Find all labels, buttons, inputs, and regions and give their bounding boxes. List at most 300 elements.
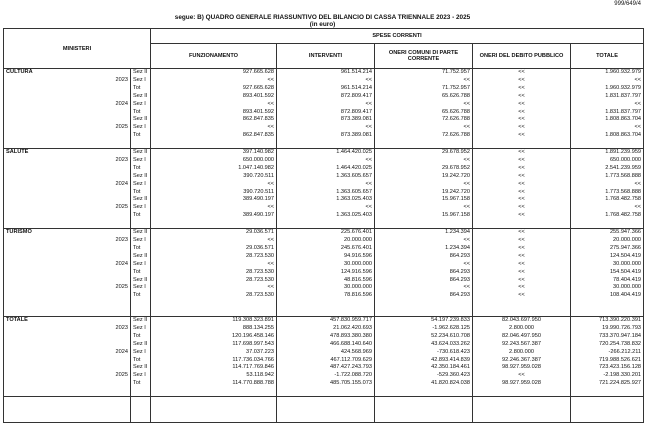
totale-cell: 19.990.726.793 (571, 325, 644, 333)
oneri-comuni-cell: << (375, 204, 473, 212)
oneri-debito-cell: << (473, 124, 571, 132)
table-row (4, 349, 644, 357)
ministry-name-empty (4, 341, 111, 349)
interventi-cell: 124.916.596 (277, 269, 375, 277)
ministry-name-empty (4, 284, 111, 292)
year-cell (111, 333, 131, 341)
spacer-cell (111, 308, 131, 316)
oneri-comuni-cell: << (375, 157, 473, 165)
section-kind-cell: Tot (131, 357, 151, 365)
oneri-comuni-cell: 1.234.394 (375, 229, 473, 237)
totale-cell: 1.808.863.704 (571, 116, 644, 124)
funzionamento-cell: 119.308.323.891 (151, 317, 277, 325)
year-cell (111, 165, 131, 173)
ministry-name-empty (4, 181, 111, 189)
spacer-cell (111, 388, 131, 396)
spacer-cell (571, 308, 644, 316)
year-cell (111, 253, 131, 261)
table-row (4, 181, 644, 189)
table-caption (0, 14, 645, 28)
year-cell: 2025 (111, 204, 131, 212)
section-kind-cell: Sez I (131, 325, 151, 333)
table-row (4, 317, 644, 325)
year-cell (111, 269, 131, 277)
oneri-debito-cell: 92.243.567.387 (473, 341, 571, 349)
totale-cell: 255.947.366 (571, 229, 644, 237)
header-spese-correnti: SPESE CORRENTI (151, 29, 644, 44)
section-kind-cell: Sez I (131, 181, 151, 189)
oneri-debito-cell: << (473, 253, 571, 261)
spacer-row (4, 220, 644, 228)
oneri-debito-cell: << (473, 85, 571, 93)
section-kind-cell: Tot (131, 109, 151, 117)
funzionamento-cell: 1.047.140.982 (151, 165, 277, 173)
interventi-cell: 78.816.596 (277, 292, 375, 300)
year-cell: 2024 (111, 101, 131, 109)
year-cell (111, 69, 131, 77)
spacer-cell (571, 220, 644, 228)
year-cell: 2023 (111, 237, 131, 245)
oneri-debito-cell: << (473, 157, 571, 165)
funzionamento-cell: 397.140.982 (151, 149, 277, 157)
oneri-comuni-cell: 864.293 (375, 269, 473, 277)
oneri-debito-cell: << (473, 189, 571, 197)
funzionamento-cell: 117.698.997.543 (151, 341, 277, 349)
section-kind-cell: Sez I (131, 372, 151, 380)
table-row (4, 165, 644, 173)
oneri-comuni-cell: 41.820.824.038 (375, 380, 473, 388)
spacer-cell (473, 140, 571, 148)
section-kind-cell: Tot (131, 132, 151, 140)
ministry-name-empty (4, 364, 111, 372)
oneri-debito-cell: 2.800.000 (473, 349, 571, 357)
spacer-cell (151, 300, 277, 308)
table-row (4, 109, 644, 117)
table-row (4, 77, 644, 85)
section-kind-cell: Tot (131, 292, 151, 300)
year-cell: 2023 (111, 325, 131, 333)
funzionamento-cell: 390.720.511 (151, 173, 277, 181)
oneri-debito-cell: 98.927.959.028 (473, 380, 571, 388)
funzionamento-cell: 29.036.571 (151, 229, 277, 237)
totale-cell: 275.947.366 (571, 245, 644, 253)
ministry-name-empty (4, 325, 111, 333)
spacer-cell (375, 388, 473, 396)
ministry-name-empty (4, 269, 111, 277)
funzionamento-cell: 117.736.034.766 (151, 357, 277, 365)
oneri-debito-cell: << (473, 245, 571, 253)
totale-cell: -2.198.330.201 (571, 372, 644, 380)
oneri-comuni-cell: 65.626.788 (375, 93, 473, 101)
totale-cell: 720.254.738.832 (571, 341, 644, 349)
interventi-cell: << (277, 157, 375, 165)
ministry-name-empty (4, 132, 111, 140)
totale-cell: 124.504.419 (571, 253, 644, 261)
interventi-cell: 94.916.596 (277, 253, 375, 261)
funzionamento-cell: << (151, 101, 277, 109)
oneri-debito-cell: << (473, 181, 571, 189)
oneri-debito-cell: << (473, 149, 571, 157)
spacer-cell (277, 308, 375, 316)
totale-cell: 1.960.932.979 (571, 85, 644, 93)
interventi-cell: 1.363.605.657 (277, 173, 375, 181)
footer-cell (111, 397, 131, 423)
oneri-debito-cell: << (473, 173, 571, 181)
spacer-cell (571, 140, 644, 148)
interventi-cell: << (277, 181, 375, 189)
header-totale: TOTALE (571, 44, 644, 69)
spacer-cell (131, 388, 151, 396)
oneri-comuni-cell: << (375, 181, 473, 189)
oneri-comuni-cell: << (375, 101, 473, 109)
spacer-cell (4, 140, 111, 148)
table-row (4, 341, 644, 349)
section-kind-cell: Sez II (131, 116, 151, 124)
funzionamento-cell: 28.723.530 (151, 253, 277, 261)
oneri-comuni-cell: -529.360.423 (375, 372, 473, 380)
table-row (4, 124, 644, 132)
interventi-cell: << (277, 77, 375, 85)
funzionamento-cell: 120.196.458.146 (151, 333, 277, 341)
ministry-name-empty (4, 204, 111, 212)
table-row (4, 372, 644, 380)
ministry-name-empty (4, 165, 111, 173)
section-kind-cell: Sez II (131, 341, 151, 349)
section-kind-cell: Sez I (131, 101, 151, 109)
caption-unit: (in euro) (309, 21, 336, 28)
oneri-debito-cell: << (473, 372, 571, 380)
interventi-cell: 245.676.401 (277, 245, 375, 253)
totale-cell: << (571, 101, 644, 109)
section-kind-cell: Sez II (131, 69, 151, 77)
interventi-cell: 225.676.401 (277, 229, 375, 237)
interventi-cell: 21.062.420.693 (277, 325, 375, 333)
funzionamento-cell: << (151, 284, 277, 292)
totale-cell: 721.224.825.927 (571, 380, 644, 388)
funzionamento-cell: 862.847.835 (151, 116, 277, 124)
spacer-cell (473, 220, 571, 228)
footer-row (4, 397, 644, 423)
spacer-cell (375, 300, 473, 308)
section-kind-cell: Tot (131, 85, 151, 93)
totale-cell: 719.988.526.621 (571, 357, 644, 365)
totale-cell: 2.541.239.959 (571, 165, 644, 173)
ministry-name-empty (4, 116, 111, 124)
year-cell (111, 132, 131, 140)
spacer-cell (151, 140, 277, 148)
spacer-cell (473, 308, 571, 316)
ministry-name-empty (4, 333, 111, 341)
oneri-debito-cell: << (473, 284, 571, 292)
oneri-debito-cell: 92.246.367.387 (473, 357, 571, 365)
funzionamento-cell: 29.036.571 (151, 245, 277, 253)
table-row (4, 277, 644, 285)
spacer-cell (375, 140, 473, 148)
year-cell (111, 212, 131, 220)
footer-cell (571, 397, 644, 423)
oneri-comuni-cell: 72.626.788 (375, 132, 473, 140)
year-cell: 2025 (111, 124, 131, 132)
oneri-comuni-cell: 19.242.720 (375, 173, 473, 181)
header-funzionamento: FUNZIONAMENTO (151, 44, 277, 69)
interventi-cell: 873.389.081 (277, 132, 375, 140)
table-row (4, 229, 644, 237)
section-kind-cell: Tot (131, 269, 151, 277)
section-kind-cell: Sez II (131, 196, 151, 204)
totale-cell: 1.768.482.758 (571, 196, 644, 204)
section-kind-cell: Sez II (131, 364, 151, 372)
oneri-debito-cell: << (473, 269, 571, 277)
header-oneri-comuni: ONERI COMUNI DI PARTE CORRENTE (375, 44, 473, 69)
ministry-name-empty (4, 109, 111, 117)
section-kind-cell: Sez II (131, 253, 151, 261)
oneri-comuni-cell: 52.234.610.708 (375, 333, 473, 341)
oneri-comuni-cell: << (375, 124, 473, 132)
funzionamento-cell: 893.401.592 (151, 93, 277, 101)
year-cell: 2024 (111, 261, 131, 269)
ministry-name-empty (4, 253, 111, 261)
table-row (4, 116, 644, 124)
footer-cell (277, 397, 375, 423)
table-row (4, 212, 644, 220)
funzionamento-cell: << (151, 237, 277, 245)
year-cell (111, 149, 131, 157)
ministry-name-empty (4, 212, 111, 220)
spacer-cell (571, 388, 644, 396)
table-row (4, 85, 644, 93)
spacer-cell (4, 300, 111, 308)
funzionamento-cell: 28.723.530 (151, 277, 277, 285)
caption-title: segue: B) QUADRO GENERALE RIASSUNTIVO DEL BILANCIO DI CASSA TRIENNALE 2023 - 2025 (174, 14, 471, 21)
year-cell: 2024 (111, 181, 131, 189)
interventi-cell: << (277, 204, 375, 212)
year-cell: 2025 (111, 284, 131, 292)
interventi-cell: 961.514.214 (277, 85, 375, 93)
ministry-name-empty (4, 101, 111, 109)
ministry-name-empty (4, 237, 111, 245)
table-row (4, 292, 644, 300)
ministry-name-empty (4, 173, 111, 181)
totale-cell: 733.370.947.184 (571, 333, 644, 341)
funzionamento-cell: 927.665.628 (151, 69, 277, 77)
oneri-comuni-cell: << (375, 284, 473, 292)
funzionamento-cell: 893.401.592 (151, 109, 277, 117)
oneri-debito-cell: << (473, 93, 571, 101)
ministry-name: SALUTE (4, 149, 111, 157)
spacer-cell (111, 220, 131, 228)
section-kind-cell: Tot (131, 189, 151, 197)
funzionamento-cell: << (151, 77, 277, 85)
totale-cell: 30.000.000 (571, 284, 644, 292)
section-kind-cell: Sez II (131, 317, 151, 325)
spacer-cell (277, 300, 375, 308)
interventi-cell: << (277, 101, 375, 109)
totale-cell: << (571, 181, 644, 189)
interventi-cell: 466.688.140.640 (277, 341, 375, 349)
ministry-name-empty (4, 261, 111, 269)
section-kind-cell: Sez I (131, 157, 151, 165)
table-row (4, 101, 644, 109)
totale-cell: 20.000.000 (571, 237, 644, 245)
totale-cell: 723.423.156.128 (571, 364, 644, 372)
spacer-cell (277, 220, 375, 228)
oneri-debito-cell: 82.043.697.950 (473, 317, 571, 325)
ministry-name-empty (4, 372, 111, 380)
table-row (4, 132, 644, 140)
oneri-comuni-cell: 43.624.033.262 (375, 341, 473, 349)
funzionamento-cell: 390.720.511 (151, 189, 277, 197)
ministry-name-empty (4, 277, 111, 285)
oneri-debito-cell: << (473, 204, 571, 212)
oneri-comuni-cell: 15.967.158 (375, 196, 473, 204)
oneri-comuni-cell: 71.752.957 (375, 69, 473, 77)
table-row (4, 69, 644, 77)
oneri-debito-cell: << (473, 261, 571, 269)
spacer-cell (131, 308, 151, 316)
oneri-comuni-cell: 1.234.394 (375, 245, 473, 253)
table-row (4, 173, 644, 181)
totale-cell: 1.960.932.979 (571, 69, 644, 77)
table-row (4, 149, 644, 157)
table-row (4, 325, 644, 333)
oneri-comuni-cell: 71.752.957 (375, 85, 473, 93)
year-cell (111, 93, 131, 101)
interventi-cell: 487.427.243.793 (277, 364, 375, 372)
table-row (4, 261, 644, 269)
year-cell: 2023 (111, 157, 131, 165)
section-kind-cell: Sez I (131, 349, 151, 357)
spacer-cell (4, 220, 111, 228)
table-row (4, 357, 644, 365)
totale-cell: << (571, 204, 644, 212)
funzionamento-cell: 927.665.628 (151, 85, 277, 93)
oneri-debito-cell: << (473, 196, 571, 204)
spacer-cell (375, 220, 473, 228)
interventi-cell: -1.722.088.720 (277, 372, 375, 380)
funzionamento-cell: 888.134.255 (151, 325, 277, 333)
funzionamento-cell: 862.847.835 (151, 132, 277, 140)
header-interventi: INTERVENTI (277, 44, 375, 69)
year-cell (111, 245, 131, 253)
interventi-cell: 20.000.000 (277, 237, 375, 245)
oneri-comuni-cell: << (375, 261, 473, 269)
oneri-comuni-cell: 42.350.184.461 (375, 364, 473, 372)
interventi-cell: 872.809.417 (277, 93, 375, 101)
funzionamento-cell: 389.490.197 (151, 196, 277, 204)
header-ministeri: MINISTERI (4, 29, 151, 69)
spacer-cell (4, 308, 111, 316)
section-kind-cell: Sez II (131, 149, 151, 157)
totale-cell: 1.808.863.704 (571, 132, 644, 140)
interventi-cell: 961.514.214 (277, 69, 375, 77)
spacer-row (4, 388, 644, 396)
ministry-name: TURISMO (4, 229, 111, 237)
section-kind-cell: Tot (131, 333, 151, 341)
totale-cell: 108.404.419 (571, 292, 644, 300)
oneri-debito-cell: << (473, 212, 571, 220)
section-kind-cell: Tot (131, 165, 151, 173)
ministry-name-empty (4, 357, 111, 365)
oneri-debito-cell: << (473, 69, 571, 77)
ministry-name-empty (4, 93, 111, 101)
ministry-name-empty (4, 157, 111, 165)
oneri-debito-cell: << (473, 292, 571, 300)
section-kind-cell: Tot (131, 245, 151, 253)
interventi-cell: 872.809.417 (277, 109, 375, 117)
spacer-cell (111, 140, 131, 148)
totale-cell: << (571, 124, 644, 132)
funzionamento-cell: 650.000.000 (151, 157, 277, 165)
spacer-cell (151, 220, 277, 228)
oneri-comuni-cell: 19.242.720 (375, 189, 473, 197)
year-cell: 2024 (111, 349, 131, 357)
oneri-comuni-cell: 15.967.158 (375, 212, 473, 220)
oneri-comuni-cell: 864.293 (375, 277, 473, 285)
footer-cell (131, 397, 151, 423)
section-kind-cell: Sez II (131, 277, 151, 285)
spacer-cell (131, 140, 151, 148)
interventi-cell: 48.816.596 (277, 277, 375, 285)
funzionamento-cell: 389.490.197 (151, 212, 277, 220)
interventi-cell: 1.464.420.025 (277, 149, 375, 157)
oneri-comuni-cell: << (375, 77, 473, 85)
oneri-comuni-cell: 29.678.952 (375, 165, 473, 173)
spacer-cell (277, 388, 375, 396)
spacer-cell (131, 220, 151, 228)
oneri-debito-cell: 82.046.497.950 (473, 333, 571, 341)
section-kind-cell: Sez I (131, 284, 151, 292)
spacer-row (4, 140, 644, 148)
year-cell (111, 380, 131, 388)
budget-table (3, 28, 644, 423)
year-cell (111, 277, 131, 285)
interventi-cell: 1.363.025.403 (277, 196, 375, 204)
oneri-comuni-cell: 72.626.788 (375, 116, 473, 124)
totale-cell: 650.000.000 (571, 157, 644, 165)
spacer-cell (571, 300, 644, 308)
section-kind-cell: Tot (131, 380, 151, 388)
ministry-name-empty (4, 196, 111, 204)
table-row (4, 284, 644, 292)
ministry-name-empty (4, 85, 111, 93)
ministry-name-empty (4, 349, 111, 357)
section-kind-cell: Sez I (131, 204, 151, 212)
oneri-debito-cell: << (473, 277, 571, 285)
year-cell (111, 196, 131, 204)
oneri-debito-cell: << (473, 132, 571, 140)
oneri-comuni-cell: -730.618.423 (375, 349, 473, 357)
oneri-comuni-cell: -1.962.628.125 (375, 325, 473, 333)
table-row (4, 93, 644, 101)
year-cell: 2023 (111, 77, 131, 85)
table-row (4, 380, 644, 388)
totale-cell: 30.000.000 (571, 261, 644, 269)
interventi-cell: 485.705.155.073 (277, 380, 375, 388)
totale-cell: 1.831.837.797 (571, 109, 644, 117)
interventi-cell: 1.363.025.403 (277, 212, 375, 220)
oneri-comuni-cell: 54.197.239.833 (375, 317, 473, 325)
spacer-cell (151, 388, 277, 396)
section-kind-cell: Sez I (131, 261, 151, 269)
ministry-name-empty (4, 380, 111, 388)
section-kind-cell: Sez II (131, 93, 151, 101)
ministry-name-empty (4, 77, 111, 85)
spacer-cell (151, 308, 277, 316)
interventi-cell: 424.568.969 (277, 349, 375, 357)
year-cell (111, 364, 131, 372)
totale-cell: 154.504.419 (571, 269, 644, 277)
funzionamento-cell: 114.717.769.846 (151, 364, 277, 372)
